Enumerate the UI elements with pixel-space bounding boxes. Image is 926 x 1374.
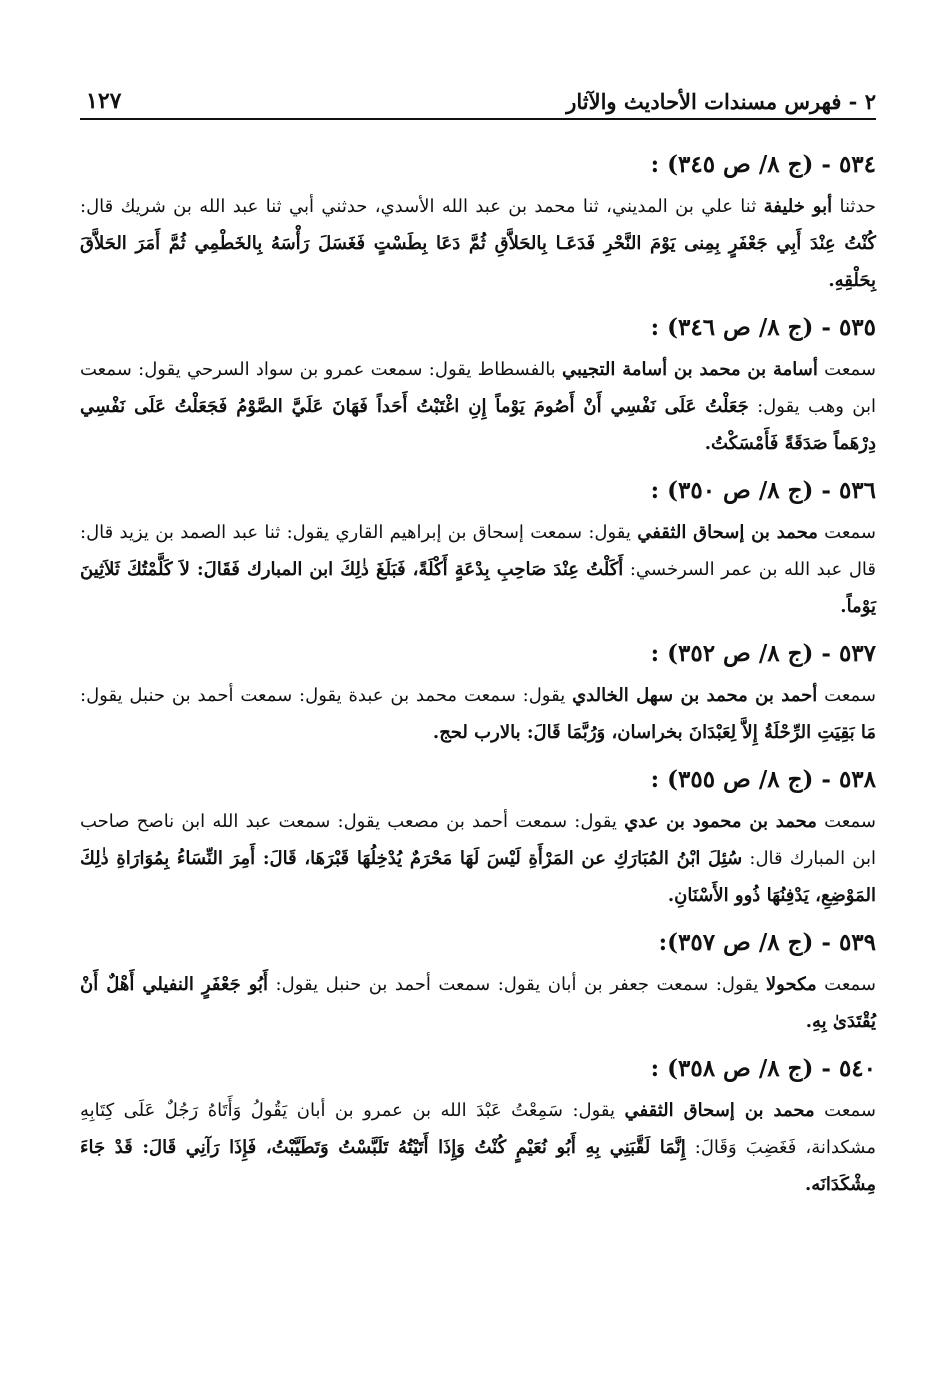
quoted-text: مَا بَقِيَتِ الرِّحْلَةُ إِلاَّ لِعَبْدَانَ بخراسان، وَرُبَّمَا قَالَ: بالارب لحج. — [432, 722, 876, 743]
narrator-name: محمد بن محمود بن عدي — [624, 811, 817, 832]
entry-text — [80, 803, 876, 914]
entry-text — [80, 351, 876, 462]
text-segment: سمعت — [817, 522, 876, 543]
quoted-text: أَبُو جَعْفَرٍ النفيلي أَهْلٌ أَنْ يُقْتَدَىٰ بِهِ. — [80, 974, 876, 1032]
quoted-text: كُنْتُ عِنْدَ أَبِي جَعْفَرٍ بِمِنى يَوْمَ النَّحْرِ فَدَعَـا بِالحَلاَّقِ ثُمَّ دَعَا بِطَسْتٍ فَغَسَلَ رَأْسَهُ بِالخَطْمِي ثُمَّ أَمَرَ الحَلاَّقَ بِحَلْقِهِ. — [80, 233, 876, 291]
text-segment: يقول: سمعت إسحاق بن إبراهيم القاري يقول: ثنا عبد الصمد بن يزيد قال: قال عبد الله بن عمر السرخسي: — [80, 522, 876, 580]
text-segment: سمعت — [816, 974, 876, 995]
text-segment: سمعت — [817, 359, 876, 380]
text-segment: ثنا علي بن المديني، ثنا محمد بن عبد الله الأسدي، حدثني أبي ثنا عبد الله بن شريك قال: — [80, 196, 764, 217]
quoted-text: أَكَلْتُ عِنْدَ صَاحِبِ بِدْعَةٍ أَكْلَةً، فَبَلَغَ ذٰلِكَ ابن المبارك فَقَالَ: لاَ كَلَّمْتُكَ ثَلاَثِينَ يَوْماً. — [80, 559, 876, 617]
entry-text — [80, 677, 876, 751]
entry-text — [80, 966, 876, 1040]
entry-540 — [80, 1054, 876, 1203]
text-segment: يقول: سمعت جعفر بن أبان يقول: سمعت أحمد بن حنبل يقول: — [268, 974, 766, 995]
entry-537 — [80, 639, 876, 751]
entry-heading: ٥٣٤ - (ج ٨/ ص ٣٤٥) : — [650, 151, 876, 178]
text-segment: يقول: سَمِعْتُ عَبْدَ الله بن عمرو بن أبان يَقُولُ وَأَتَاهُ رَجُلٌ عَلَى كِتَابِهِ مشكدانة، فَغَضِبَ وَقَالَ: — [80, 1100, 876, 1158]
entry-text — [80, 514, 876, 625]
quoted-text: إِنَّمَا لَقَّبَنِي بِهِ أَبُو نُعَيْمٍ كُنْتُ وَإِذَا أَتَيْتُهُ تَلَبَّسْتُ وَتَطَيَّبْتُ، فَإِذَا رَآنِي قَالَ: قَدْ جَاءَ مِشْكَدَانَه. — [80, 1137, 876, 1195]
quoted-text: جَعَلْتُ عَلَى نَفْسِي أَنْ أَصُومَ يَوْماً إِنِ اغْتَبْتُ أَحَداً فَهَانَ عَلَيَّ الصَّوْمُ فَجَعَلْتُ عَلَى نَفْسِي دِرْهَماً صَدَقَةً فَأَمْسَكْتُ. — [80, 396, 876, 454]
entry-text — [80, 1092, 876, 1203]
entry-534 — [80, 150, 876, 299]
entry-heading: ٥٣٨ - (ج ٨/ ص ٣٥٥) : — [650, 766, 876, 793]
entry-heading: ٥٣٥ - (ج ٨/ ص ٣٤٦) : — [650, 314, 876, 341]
narrator-name: أبو خليفة — [763, 196, 833, 217]
text-segment: سمعت — [817, 685, 876, 706]
entry-538 — [80, 765, 876, 914]
entry-539 — [80, 928, 876, 1040]
text-segment: يقول: سمعت محمد بن عبدة يقول: سمعت أحمد بن حنبل يقول: — [80, 685, 573, 706]
text-segment: حدثنا — [832, 196, 876, 217]
entry-heading: ٥٤٠ - (ج ٨/ ص ٣٥٨) : — [650, 1055, 876, 1082]
page-header — [80, 82, 876, 120]
entry-536 — [80, 476, 876, 625]
text-segment: يقول: سمعت أحمد بن مصعب يقول: سمعت عبد الله ابن ناصح صاحب ابن المبارك قال: — [80, 811, 876, 869]
entry-heading: ٥٣٧ - (ج ٨/ ص ٣٥٢) : — [650, 640, 876, 667]
narrator-name: مكحولا — [765, 974, 817, 995]
quoted-text: سُئِلَ ابْنُ المُبَارَكِ عن المَرْأَةِ لَيْسَ لَهَا مَحْرَمٌ يُدْخِلُهَا قَبْرَهَا، قَالَ: أَمِرَ النِّسَاءُ بِمُوَارَاةِ ذٰلِكَ المَوْضِعِ، يَدْفِنُهَا ذُوو الأَسْنَانِ. — [80, 848, 876, 906]
header-title: ٢ - فهرس مسندات الأحاديث والآثار — [566, 89, 876, 114]
entry-text — [80, 188, 876, 299]
narrator-name: محمد بن إسحاق الثقفي — [637, 522, 818, 543]
narrator-name: أحمد بن محمد بن سهل الخالدي — [572, 685, 818, 706]
text-segment: بالفسطاط يقول: سمعت عمرو بن سواد السرحي يقول: سمعت ابن وهب يقول: — [80, 359, 876, 417]
text-segment: سمعت — [814, 1100, 876, 1121]
entry-heading: ٥٣٦ - (ج ٨/ ص ٣٥٠) : — [650, 477, 876, 504]
narrator-name: أسامة بن محمد بن أسامة التجيبي — [561, 359, 818, 380]
text-segment: سمعت — [816, 811, 876, 832]
narrator-name: محمد بن إسحاق الثقفي — [624, 1100, 815, 1121]
page-body — [80, 150, 876, 1217]
page-number: ١٢٧ — [86, 88, 122, 114]
entry-535 — [80, 313, 876, 462]
entry-heading: ٥٣٩ - (ج ٨/ ص ٣٥٧): — [658, 929, 876, 956]
